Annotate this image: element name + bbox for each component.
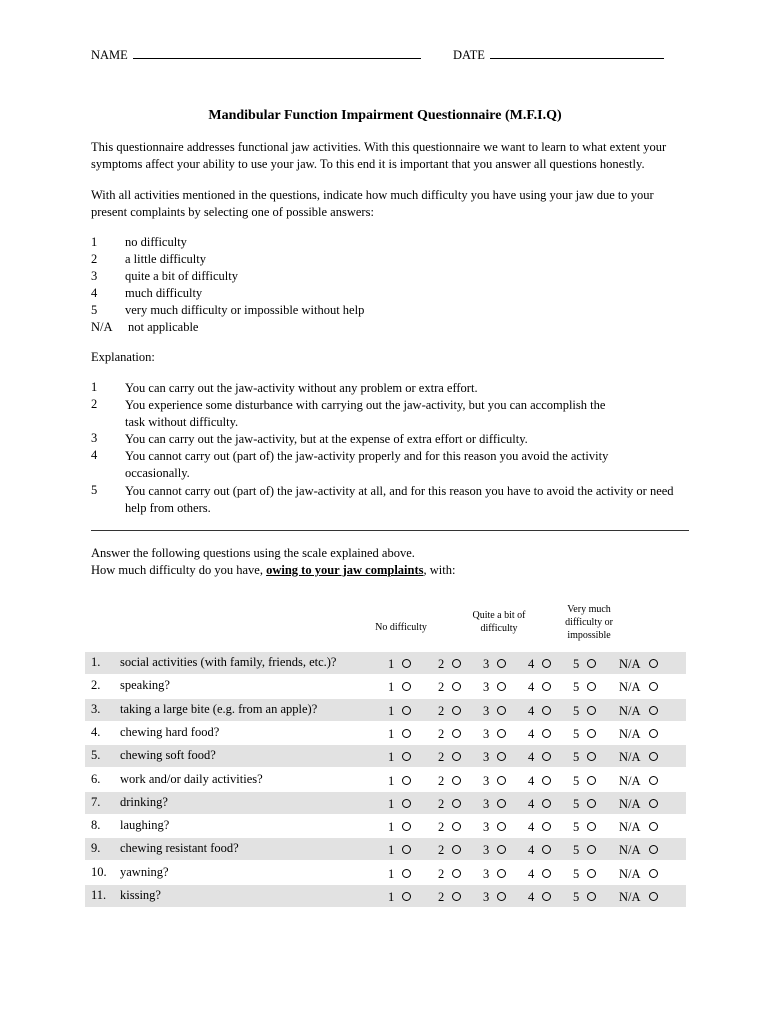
radio-circle-icon[interactable]: [402, 892, 411, 901]
answer-option-label: 4: [528, 680, 535, 695]
question-text: chewing soft food?: [120, 748, 216, 763]
answer-option[interactable]: [483, 774, 506, 789]
answer-option[interactable]: [619, 774, 658, 789]
scale-text: much difficulty: [125, 286, 203, 300]
answer-option-label: 1: [388, 773, 395, 788]
question-text: drinking?: [120, 794, 168, 809]
answer-option-label: 4: [528, 890, 535, 904]
explanation-num: 5: [91, 483, 98, 497]
answer-option-label: N/A: [619, 750, 641, 765]
radio-circle-icon[interactable]: [542, 682, 551, 691]
scale-text: not applicable: [128, 320, 199, 334]
scale-text: no difficulty: [125, 235, 187, 249]
answer-option[interactable]: [438, 843, 461, 858]
question-number: 9.: [91, 841, 101, 856]
answer-option[interactable]: [438, 704, 461, 719]
table-row: [85, 885, 686, 907]
how-much-emphasis: owing to your jaw complaints: [266, 563, 424, 577]
radio-circle-icon[interactable]: [587, 659, 596, 668]
answer-option-label: 4: [528, 796, 535, 811]
radio-circle-icon[interactable]: [649, 776, 658, 785]
question-number: 10.: [91, 864, 107, 879]
radio-circle-icon[interactable]: [587, 706, 596, 715]
answer-option-label: 3: [483, 657, 490, 671]
question-text: kissing?: [120, 888, 161, 902]
answer-option-label: 5: [573, 866, 580, 881]
scale-text: a little difficulty: [125, 252, 206, 266]
answer-option[interactable]: [528, 843, 551, 858]
date-label: DATE: [453, 48, 485, 62]
scale-num: 4: [91, 286, 98, 300]
radio-circle-icon[interactable]: [402, 776, 411, 785]
instruction-paragraph: With all activities mentioned in the questions, indicate how much difficulty you have using your jaw due to your present complaints by selecting one of possible answers:: [91, 188, 654, 219]
header-very-much: Very much difficulty or impossible: [565, 604, 613, 641]
answer-option-label: 2: [438, 843, 445, 858]
answer-option[interactable]: [528, 704, 551, 719]
answer-option[interactable]: [483, 750, 506, 765]
question-number: 5.: [91, 748, 101, 763]
answer-option-label: 3: [483, 726, 490, 741]
question-number: 8.: [91, 818, 101, 833]
explanation-text: You experience some disturbance with carrying out the jaw-activity, but you can accomplish the task without difficulty.: [125, 398, 606, 429]
radio-circle-icon[interactable]: [452, 752, 461, 761]
answer-option[interactable]: [438, 797, 461, 812]
scale-num: 3: [91, 269, 98, 283]
answer-option-label: N/A: [619, 890, 641, 904]
answer-option[interactable]: [438, 657, 461, 672]
answer-option-label: 1: [388, 796, 395, 811]
answer-option[interactable]: [573, 727, 596, 742]
radio-circle-icon[interactable]: [402, 752, 411, 761]
radio-circle-icon[interactable]: [497, 659, 506, 668]
answer-option[interactable]: [528, 657, 551, 672]
radio-circle-icon[interactable]: [649, 845, 658, 854]
name-label: NAME: [91, 48, 128, 62]
question-number: 2.: [91, 678, 101, 693]
answer-option[interactable]: [573, 867, 596, 882]
question-text: speaking?: [120, 678, 170, 693]
answer-option[interactable]: [388, 797, 411, 812]
answer-option-label: 1: [388, 890, 395, 904]
explanation-num: 3: [91, 431, 98, 445]
answer-option[interactable]: [438, 774, 461, 789]
scale-text: very much difficulty or impossible without help: [125, 303, 365, 317]
answer-option-label: 5: [573, 843, 580, 858]
radio-circle-icon[interactable]: [402, 706, 411, 715]
radio-circle-icon[interactable]: [402, 659, 411, 668]
question-text: social activities (with family, friends, etc.)?: [120, 655, 337, 669]
answer-option[interactable]: [438, 820, 461, 835]
answer-option-label: 1: [388, 843, 395, 858]
radio-circle-icon[interactable]: [587, 799, 596, 808]
answer-option-label: 2: [438, 773, 445, 788]
answer-option-label: 4: [528, 726, 535, 741]
answer-option[interactable]: [438, 680, 461, 695]
answer-option[interactable]: [483, 890, 506, 905]
radio-circle-icon[interactable]: [649, 799, 658, 808]
answer-option-label: 4: [528, 773, 535, 788]
answer-option[interactable]: [528, 890, 551, 905]
radio-circle-icon[interactable]: [497, 776, 506, 785]
answer-option-label: N/A: [619, 680, 641, 695]
answer-option[interactable]: [573, 750, 596, 765]
answer-option-label: 1: [388, 703, 395, 718]
answer-option[interactable]: [619, 867, 658, 882]
answer-option-label: 1: [388, 680, 395, 695]
answer-option-label: 4: [528, 866, 535, 881]
answer-option[interactable]: [388, 750, 411, 765]
radio-circle-icon[interactable]: [542, 776, 551, 785]
radio-circle-icon[interactable]: [542, 752, 551, 761]
question-number: 6.: [91, 771, 101, 786]
answer-option-label: 3: [483, 680, 490, 695]
radio-circle-icon[interactable]: [497, 729, 506, 738]
header-no-difficulty: No difficulty: [375, 622, 427, 633]
answer-option-label: 4: [528, 657, 535, 671]
answer-option-label: 4: [528, 703, 535, 718]
radio-circle-icon[interactable]: [497, 799, 506, 808]
answer-option[interactable]: [438, 867, 461, 882]
radio-circle-icon[interactable]: [649, 752, 658, 761]
answer-option-label: 5: [573, 796, 580, 811]
answer-option-label: 2: [438, 750, 445, 765]
answer-option-label: N/A: [619, 726, 641, 741]
radio-circle-icon[interactable]: [542, 892, 551, 901]
answer-option[interactable]: [619, 680, 658, 695]
question-text: yawning?: [120, 864, 169, 879]
answer-option[interactable]: [528, 750, 551, 765]
answer-option[interactable]: [528, 774, 551, 789]
answer-option-label: 1: [388, 726, 395, 741]
answer-option-label: 2: [438, 680, 445, 695]
answer-option-label: 2: [438, 820, 445, 835]
radio-circle-icon[interactable]: [649, 659, 658, 668]
radio-circle-icon[interactable]: [542, 822, 551, 831]
radio-circle-icon[interactable]: [649, 869, 658, 878]
explanation-text: You cannot carry out (part of) the jaw-activity at all, and for this reason you have to avoid the activity or need help from others.: [125, 484, 674, 515]
answer-option[interactable]: [438, 727, 461, 742]
radio-circle-icon[interactable]: [587, 892, 596, 901]
answer-option[interactable]: [573, 704, 596, 719]
answer-option-label: N/A: [619, 657, 641, 671]
answer-option[interactable]: [573, 890, 596, 905]
answer-option-label: 4: [528, 843, 535, 858]
answer-option[interactable]: [573, 820, 596, 835]
radio-circle-icon[interactable]: [452, 706, 461, 715]
answer-option[interactable]: [528, 680, 551, 695]
answer-option[interactable]: [388, 843, 411, 858]
question-number: 11.: [91, 888, 107, 902]
radio-circle-icon[interactable]: [542, 706, 551, 715]
answer-option[interactable]: [388, 680, 411, 695]
radio-circle-icon[interactable]: [542, 869, 551, 878]
answer-instruction: Answer the following questions using the scale explained above.: [91, 546, 415, 560]
table-row: [85, 815, 686, 837]
answer-option[interactable]: [573, 657, 596, 672]
answer-option-label: N/A: [619, 703, 641, 718]
how-much-prefix: How much difficulty do you have,: [91, 563, 267, 577]
how-much-suffix: , with:: [423, 563, 456, 577]
radio-circle-icon[interactable]: [497, 845, 506, 854]
answer-option-label: N/A: [619, 773, 641, 788]
answer-option[interactable]: [388, 820, 411, 835]
question-number: 7.: [91, 794, 101, 809]
radio-circle-icon[interactable]: [649, 892, 658, 901]
answer-option-label: 1: [388, 657, 395, 671]
answer-option[interactable]: [388, 774, 411, 789]
answer-option-label: N/A: [619, 866, 641, 881]
scale-num: 2: [91, 252, 98, 266]
radio-circle-icon[interactable]: [402, 869, 411, 878]
answer-option[interactable]: [483, 797, 506, 812]
radio-circle-icon[interactable]: [497, 682, 506, 691]
answer-option[interactable]: [619, 727, 658, 742]
question-text: laughing?: [120, 818, 170, 833]
radio-circle-icon[interactable]: [497, 869, 506, 878]
explanation-text: You cannot carry out (part of) the jaw-activity properly and for this reason you avoid the activity occasionally.: [125, 449, 609, 480]
answer-option-label: 2: [438, 796, 445, 811]
answer-option-label: 3: [483, 703, 490, 718]
question-number: 3.: [91, 701, 101, 716]
answer-option[interactable]: [388, 657, 411, 672]
question-text: chewing hard food?: [120, 724, 220, 739]
answer-option-label: 3: [483, 750, 490, 765]
answer-option-label: N/A: [619, 820, 641, 835]
answer-option-label: 1: [388, 750, 395, 765]
answer-option[interactable]: [619, 657, 658, 672]
question-text: work and/or daily activities?: [120, 771, 263, 786]
radio-circle-icon[interactable]: [452, 729, 461, 738]
radio-circle-icon[interactable]: [402, 822, 411, 831]
radio-circle-icon[interactable]: [452, 799, 461, 808]
table-row: [85, 675, 686, 697]
explanation-num: 2: [91, 397, 98, 411]
radio-circle-icon[interactable]: [497, 706, 506, 715]
radio-circle-icon[interactable]: [649, 682, 658, 691]
table-row: [85, 862, 686, 884]
radio-circle-icon[interactable]: [402, 729, 411, 738]
answer-option[interactable]: [619, 890, 658, 905]
table-row: [85, 722, 686, 744]
explanation-label: Explanation:: [91, 350, 155, 364]
table-row: [85, 792, 686, 814]
answer-option[interactable]: [483, 657, 506, 672]
radio-circle-icon[interactable]: [452, 892, 461, 901]
answer-option[interactable]: [483, 704, 506, 719]
answer-option-label: 3: [483, 843, 490, 858]
explanation-num: 4: [91, 448, 98, 462]
radio-circle-icon[interactable]: [587, 729, 596, 738]
answer-option-label: 3: [483, 820, 490, 835]
answer-option-label: 5: [573, 703, 580, 718]
radio-circle-icon[interactable]: [452, 659, 461, 668]
radio-circle-icon[interactable]: [497, 822, 506, 831]
radio-circle-icon[interactable]: [452, 776, 461, 785]
answer-option[interactable]: [483, 867, 506, 882]
radio-circle-icon[interactable]: [587, 869, 596, 878]
answer-option-label: 5: [573, 657, 580, 671]
radio-circle-icon[interactable]: [649, 729, 658, 738]
answer-option[interactable]: [619, 820, 658, 835]
answer-option-label: 2: [438, 890, 445, 904]
answer-option-label: 5: [573, 750, 580, 765]
answer-option-label: 3: [483, 773, 490, 788]
question-number: 4.: [91, 724, 101, 739]
radio-circle-icon[interactable]: [649, 706, 658, 715]
answer-option-label: 3: [483, 890, 490, 904]
answer-option-label: N/A: [619, 796, 641, 811]
radio-circle-icon[interactable]: [452, 869, 461, 878]
how-much-question: [91, 563, 455, 578]
radio-circle-icon[interactable]: [542, 845, 551, 854]
table-row: [85, 769, 686, 791]
answer-option-label: 2: [438, 866, 445, 881]
answer-option-label: 5: [573, 820, 580, 835]
radio-circle-icon[interactable]: [587, 776, 596, 785]
answer-option[interactable]: [483, 727, 506, 742]
answer-option-label: 2: [438, 726, 445, 741]
radio-circle-icon[interactable]: [587, 752, 596, 761]
name-input-line[interactable]: [133, 46, 421, 59]
answer-option[interactable]: [483, 680, 506, 695]
explanation-text: You can carry out the jaw-activity, but at the expense of extra effort or difficulty.: [125, 432, 528, 446]
answer-option[interactable]: [438, 890, 461, 905]
radio-circle-icon[interactable]: [497, 892, 506, 901]
header-quite-a-bit: Quite a bit of difficulty: [472, 610, 526, 634]
answer-option[interactable]: [528, 797, 551, 812]
answer-option[interactable]: [619, 797, 658, 812]
radio-circle-icon[interactable]: [649, 822, 658, 831]
scale-num: 1: [91, 235, 98, 249]
answer-option-label: 4: [528, 820, 535, 835]
answer-option[interactable]: [388, 867, 411, 882]
explanation-num: 1: [91, 380, 98, 394]
answer-option[interactable]: [619, 843, 658, 858]
answer-option[interactable]: [528, 867, 551, 882]
answer-option[interactable]: [483, 843, 506, 858]
radio-circle-icon[interactable]: [402, 799, 411, 808]
answer-option-label: 2: [438, 703, 445, 718]
date-input-line[interactable]: [490, 46, 664, 59]
scale-num: 5: [91, 303, 98, 317]
table-row: [85, 699, 686, 721]
radio-circle-icon[interactable]: [587, 845, 596, 854]
scale-text: quite a bit of difficulty: [125, 269, 238, 283]
answer-option[interactable]: [528, 727, 551, 742]
name-field-group: [91, 46, 421, 63]
table-row: [85, 745, 686, 767]
table-row: [85, 838, 686, 860]
radio-circle-icon[interactable]: [587, 682, 596, 691]
answer-option-label: 5: [573, 680, 580, 695]
answer-option-label: 1: [388, 820, 395, 835]
radio-circle-icon[interactable]: [452, 682, 461, 691]
answer-option-label: 2: [438, 657, 445, 671]
radio-circle-icon[interactable]: [542, 659, 551, 668]
answer-option-label: 3: [483, 866, 490, 881]
question-number: 1.: [91, 655, 101, 669]
answer-option[interactable]: [483, 820, 506, 835]
answer-option[interactable]: [438, 750, 461, 765]
question-text: taking a large bite (e.g. from an apple)?: [120, 701, 318, 716]
answer-option[interactable]: [573, 680, 596, 695]
table-row: [85, 652, 686, 674]
answer-option[interactable]: [619, 704, 658, 719]
answer-option-label: 5: [573, 890, 580, 904]
date-field-group: [453, 46, 664, 63]
answer-option[interactable]: [573, 774, 596, 789]
radio-circle-icon[interactable]: [402, 845, 411, 854]
scale-num: N/A: [91, 320, 113, 334]
question-text: chewing resistant food?: [120, 841, 239, 856]
answer-option[interactable]: [528, 820, 551, 835]
radio-circle-icon[interactable]: [497, 752, 506, 761]
answer-option[interactable]: [573, 797, 596, 812]
explanation-text: You can carry out the jaw-activity without any problem or extra effort.: [125, 381, 478, 395]
answer-option-label: 5: [573, 726, 580, 741]
answer-option-label: N/A: [619, 843, 641, 858]
answer-option-label: 5: [573, 773, 580, 788]
radio-circle-icon[interactable]: [452, 845, 461, 854]
answer-option-label: 4: [528, 750, 535, 765]
radio-circle-icon[interactable]: [542, 799, 551, 808]
answer-option[interactable]: [388, 890, 411, 905]
answer-option[interactable]: [619, 750, 658, 765]
radio-circle-icon[interactable]: [402, 682, 411, 691]
radio-circle-icon[interactable]: [542, 729, 551, 738]
section-divider: [91, 530, 689, 531]
answer-option[interactable]: [573, 843, 596, 858]
page-title: Mandibular Function Impairment Questionnaire (M.F.I.Q): [208, 108, 562, 123]
intro-paragraph: This questionnaire addresses functional jaw activities. With this questionnaire we want to learn to what extent your symptoms affect your ability to use your jaw. To this end it is important that you answer all questions honestly.: [91, 140, 667, 171]
answer-option-label: 3: [483, 796, 490, 811]
radio-circle-icon[interactable]: [452, 822, 461, 831]
radio-circle-icon[interactable]: [587, 822, 596, 831]
answer-option[interactable]: [388, 704, 411, 719]
answer-option-label: 1: [388, 866, 395, 881]
answer-option[interactable]: [388, 727, 411, 742]
